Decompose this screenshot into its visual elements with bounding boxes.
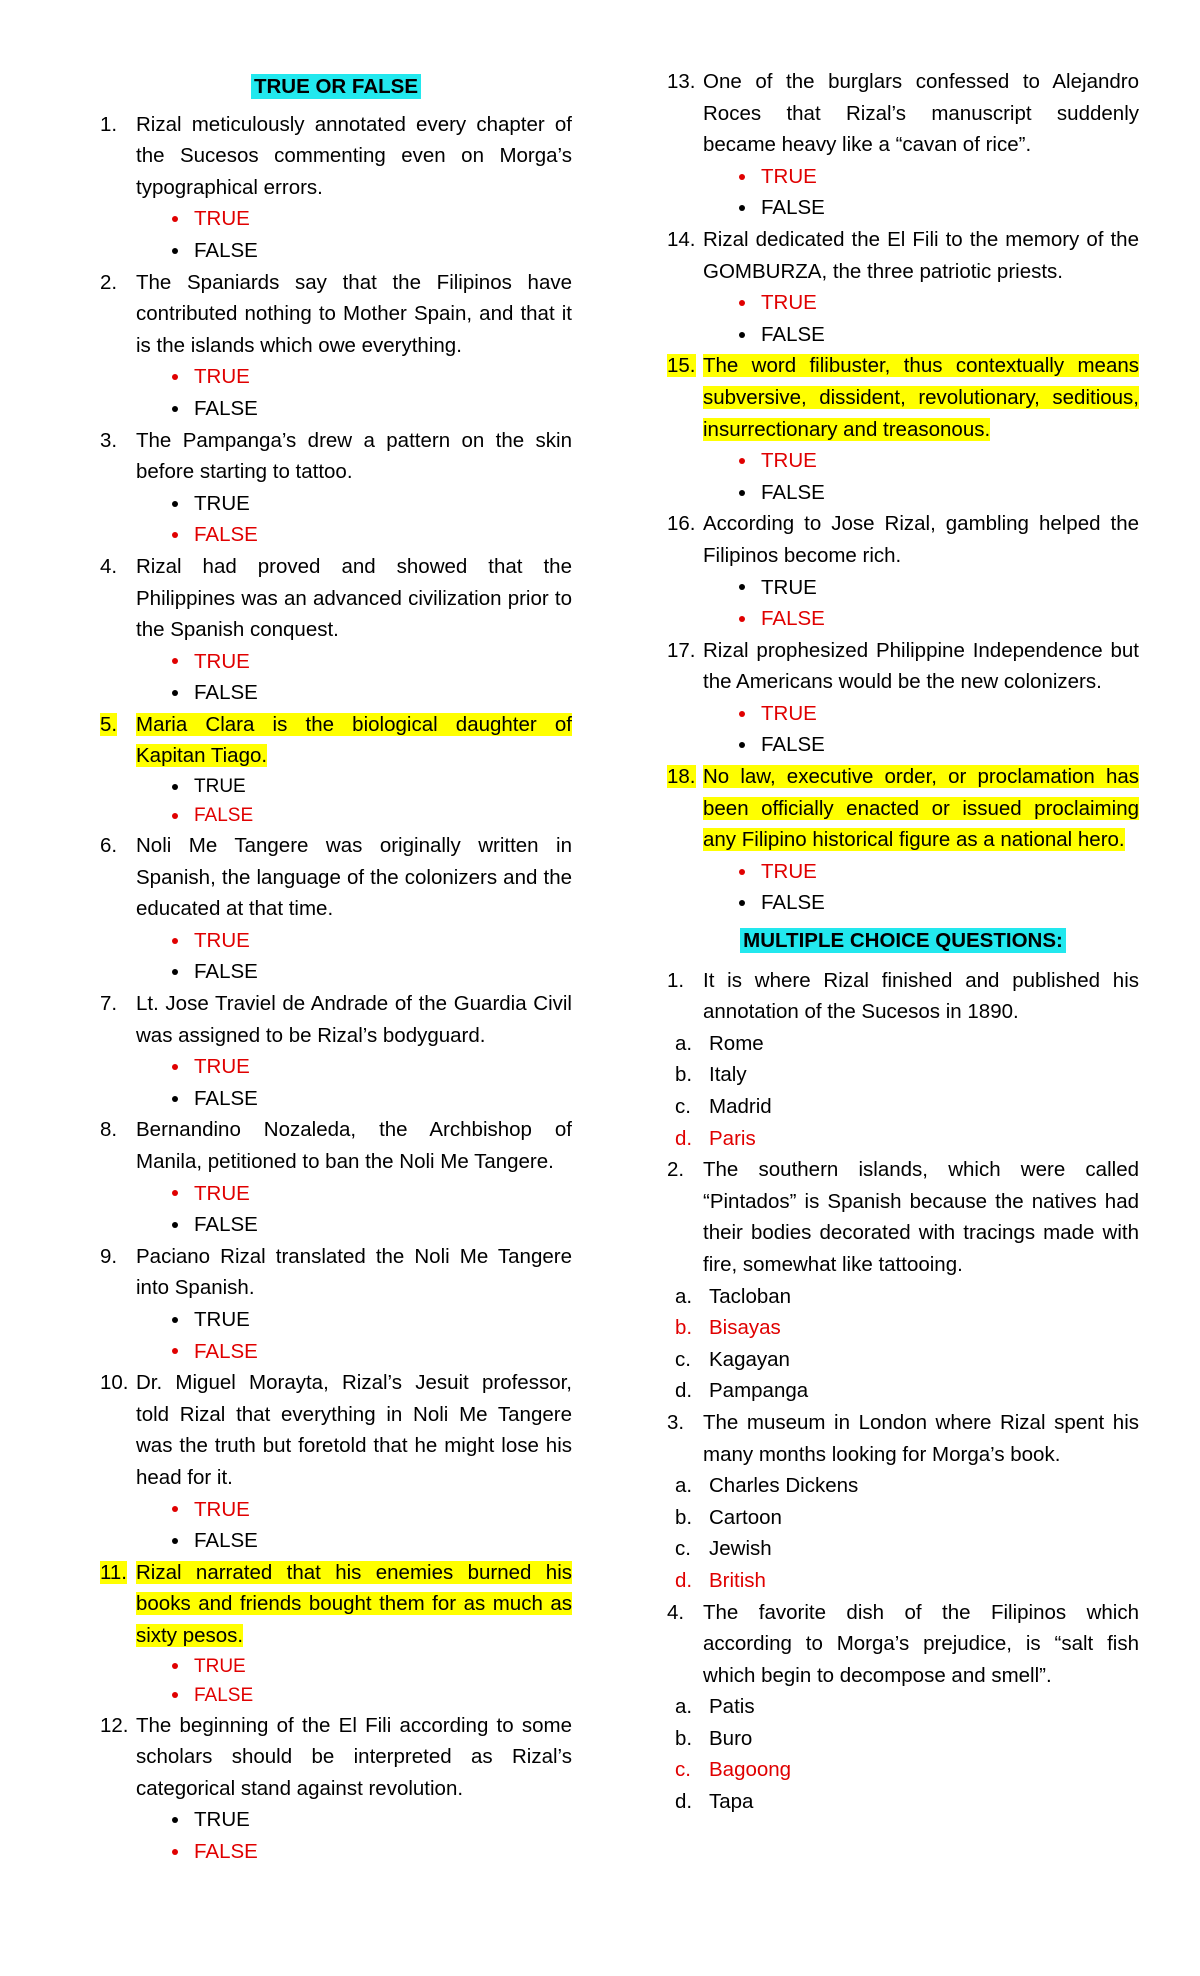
choice-letter: c. — [675, 1347, 691, 1371]
bullet-icon — [172, 658, 178, 664]
question-number: 3. — [667, 1410, 685, 1434]
bullet-icon — [172, 406, 178, 412]
choice-letter: d. — [675, 1379, 693, 1403]
option-label: FALSE — [761, 733, 825, 757]
question-number-text: 4. — [100, 554, 118, 578]
choice-text: Jewish — [709, 1537, 772, 1561]
tf-question — [667, 224, 1139, 287]
tf-question — [100, 709, 572, 772]
choice-letter: b. — [675, 1316, 693, 1340]
question-number-text: 12. — [100, 1713, 129, 1737]
question-text-content: Noli Me Tangere was originally written in Spanish, the language of the colonizers and the educated at that time. — [136, 834, 572, 921]
option-false — [667, 192, 1139, 224]
answer-options — [667, 445, 1139, 508]
bullet-icon — [739, 174, 745, 180]
answer-options — [667, 856, 1139, 919]
choice-text: Buro — [709, 1726, 753, 1750]
choice-option — [667, 1344, 1139, 1376]
mcq-list — [667, 965, 1139, 1818]
choice-letter: a. — [675, 1474, 693, 1498]
question-text-content: Rizal meticulously annotated every chapter of the Sucesos commenting even on Morga’s typographical errors. — [136, 112, 572, 199]
choice-text: Charles Dickens — [709, 1474, 859, 1498]
choice-text: Paris — [709, 1126, 756, 1150]
choice-letter: c. — [675, 1095, 691, 1118]
option-false — [100, 393, 572, 425]
choice-text: Bisayas — [709, 1316, 781, 1340]
option-true — [100, 1304, 572, 1336]
bullet-icon — [739, 900, 745, 906]
choice-option — [667, 1786, 1139, 1818]
choice-option — [667, 1502, 1139, 1534]
choice-text: Tacloban — [709, 1284, 792, 1308]
question-text-content: Dr. Miguel Morayta, Rizal’s Jesuit professor, told Rizal that everything in Noli Me Tangere was the truth but foretold that he might lose his head for it. — [136, 1371, 572, 1489]
bullet-icon — [172, 1663, 178, 1669]
option-true — [100, 1051, 572, 1083]
question-number — [100, 267, 136, 362]
question-number — [100, 1114, 136, 1177]
choice-option — [667, 1533, 1139, 1565]
tf-question — [100, 109, 572, 204]
option-label: FALSE — [761, 480, 825, 504]
tf-question — [100, 1710, 572, 1805]
option-true — [100, 1178, 572, 1210]
bullet-icon — [739, 711, 745, 717]
option-true — [667, 856, 1139, 888]
question-number: 2. — [667, 1158, 685, 1182]
question-number-text: 5. — [100, 712, 118, 736]
question-text: The southern islands, which were called “Pintados” is Spanish because the natives had their bodies decorated with tracings made with fire, somewhat like tattooing. — [703, 1158, 1139, 1276]
option-label: FALSE — [194, 238, 258, 262]
answer-options — [667, 698, 1139, 761]
choice-text: Patis — [709, 1695, 755, 1719]
option-label: TRUE — [761, 291, 817, 315]
bullet-icon — [172, 1190, 178, 1196]
question-text — [136, 830, 572, 925]
question-text-content: Rizal prophesized Philippine Independence but the Americans would be the new colonizers. — [703, 638, 1139, 694]
question-text-content: Rizal had proved and showed that the Philippines was an advanced civilization prior to the Spanish conquest. — [136, 554, 572, 642]
bullet-icon — [172, 690, 178, 696]
choice-text: Madrid — [709, 1095, 772, 1118]
choice-option — [667, 1754, 1139, 1786]
bullet-icon — [172, 374, 178, 380]
answer-options — [667, 287, 1139, 350]
option-true — [667, 445, 1139, 477]
question-text-content: Lt. Jose Traviel de Andrade of the Guardia Civil was assigned to be Rizal’s bodyguard. — [136, 992, 572, 1047]
question-number-text: 2. — [100, 270, 118, 294]
question-text-content: Paciano Rizal translated the Noli Me Tangere into Spanish. — [136, 1244, 572, 1300]
left-column — [100, 66, 572, 1867]
option-false — [100, 1209, 572, 1241]
option-label: FALSE — [194, 1684, 254, 1706]
option-label: TRUE — [194, 649, 250, 673]
question-text — [136, 1114, 572, 1177]
question-text-content: Rizal narrated that his enemies burned his books and friends bought them for as much as sixty pesos. — [136, 1560, 572, 1647]
question-text — [136, 1557, 572, 1652]
question-text-content: According to Jose Rizal, gambling helped the Filipinos become rich. — [703, 512, 1139, 567]
choice-text: Cartoon — [709, 1505, 782, 1529]
question-text-content: One of the burglars confessed to Alejandro Roces that Rizal’s manuscript suddenly became heavy like a “cavan of rice”. — [703, 70, 1139, 157]
bullet-icon — [172, 1692, 178, 1698]
answer-options — [100, 1178, 572, 1241]
option-label: FALSE — [194, 681, 258, 705]
tf-question — [667, 761, 1139, 856]
question-text — [136, 1710, 572, 1805]
tf-question — [100, 988, 572, 1051]
tf-question — [667, 508, 1139, 571]
option-false — [100, 519, 572, 551]
tf-question — [667, 635, 1139, 698]
question-number — [100, 830, 136, 925]
bullet-icon — [172, 784, 178, 790]
bullet-icon — [172, 1538, 178, 1544]
question-number — [100, 1557, 136, 1652]
tf-question — [100, 830, 572, 925]
question-number-text: 1. — [100, 112, 118, 136]
bullet-icon — [172, 1348, 178, 1354]
option-true — [100, 1804, 572, 1836]
option-true — [667, 572, 1139, 604]
question-text — [703, 635, 1139, 698]
tf-question — [100, 1557, 572, 1652]
bullet-icon — [172, 969, 178, 975]
question-text-content: Bernandino Nozaleda, the Archbishop of Manila, petitioned to ban the Noli Me Tangere. — [136, 1118, 572, 1173]
option-true — [100, 1494, 572, 1526]
option-label: TRUE — [761, 449, 817, 473]
question-number-text: 18. — [667, 765, 696, 789]
option-false — [100, 1083, 572, 1115]
option-label: FALSE — [194, 1086, 258, 1110]
question-text-content: Rizal dedicated the El Fili to the memory of the GOMBURZA, the three patriotic priests. — [703, 227, 1139, 283]
choice-letter: a. — [675, 1284, 693, 1308]
option-true — [100, 203, 572, 235]
question-number — [667, 761, 703, 856]
option-true — [100, 646, 572, 678]
bullet-icon — [172, 813, 178, 819]
option-label: FALSE — [194, 1339, 258, 1363]
answer-options — [100, 1304, 572, 1367]
option-label: FALSE — [194, 1213, 258, 1237]
bullet-icon — [172, 1817, 178, 1823]
option-label: FALSE — [194, 396, 258, 420]
tf-question — [100, 1241, 572, 1304]
question-number: 4. — [667, 1600, 685, 1624]
question-number — [100, 709, 136, 772]
option-false — [100, 677, 572, 709]
option-label: FALSE — [761, 891, 825, 915]
option-label: TRUE — [194, 1055, 250, 1079]
choice-text: Pampanga — [709, 1379, 809, 1403]
mcq-question — [667, 1597, 1139, 1692]
answer-options — [100, 772, 572, 830]
option-true — [100, 925, 572, 957]
option-false — [667, 887, 1139, 919]
option-false — [100, 235, 572, 267]
answer-options — [100, 1804, 572, 1867]
mcq-question — [667, 1154, 1139, 1280]
question-text: The favorite dish of the Filipinos which according to Morga’s prejudice, is “salt fish which begin to decompose and smell”. — [703, 1600, 1139, 1687]
choice-option — [667, 1565, 1139, 1597]
bullet-icon — [172, 938, 178, 944]
bullet-icon — [739, 869, 745, 875]
option-false — [100, 801, 572, 830]
question-text-content: The Spaniards say that the Filipinos have contributed nothing to Mother Spain, and that it is the islands which owe everything. — [136, 270, 572, 357]
choice-letter: c. — [675, 1537, 691, 1561]
choice-option — [667, 1059, 1139, 1091]
choice-letter: d. — [675, 1790, 693, 1814]
choice-option — [667, 1281, 1139, 1313]
question-number-text: 16. — [667, 512, 696, 536]
choice-letter: c. — [675, 1758, 691, 1782]
choice-option — [667, 1691, 1139, 1723]
question-number — [667, 508, 703, 571]
choice-text: Tapa — [709, 1790, 754, 1814]
question-number-text: 6. — [100, 834, 118, 858]
bullet-icon — [172, 1317, 178, 1323]
option-label: TRUE — [194, 1497, 250, 1521]
question-number-text: 9. — [100, 1244, 118, 1268]
choice-option — [667, 1123, 1139, 1155]
bullet-icon — [172, 248, 178, 254]
question-text — [136, 1241, 572, 1304]
question-number-text: 14. — [667, 227, 696, 251]
choice-text: Rome — [709, 1031, 764, 1055]
answer-options — [100, 361, 572, 424]
bullet-icon — [172, 501, 178, 507]
choice-letter: b. — [675, 1505, 693, 1529]
answer-options — [100, 1494, 572, 1557]
question-number-text: 11. — [100, 1560, 127, 1584]
option-label: TRUE — [761, 701, 817, 725]
question-text — [136, 709, 572, 772]
true-or-false-heading: TRUE OR FALSE — [100, 71, 572, 103]
question-text-content: The beginning of the El Fili according to some scholars should be interpreted as Rizal’s categorical stand against revolution. — [136, 1713, 572, 1800]
choice-text: British — [709, 1568, 766, 1592]
bullet-icon — [739, 300, 745, 306]
choice-text: Kagayan — [709, 1347, 790, 1371]
choice-letter: b. — [675, 1063, 693, 1087]
tf-question — [667, 66, 1139, 161]
bullet-icon — [172, 1064, 178, 1070]
bullet-icon — [739, 584, 745, 590]
answer-options — [100, 488, 572, 551]
question-text-content: Maria Clara is the biological daughter of Kapitan Tiago. — [136, 712, 572, 768]
option-true — [100, 1652, 572, 1681]
choice-option — [667, 1091, 1139, 1123]
option-true — [100, 488, 572, 520]
choice-option — [667, 1723, 1139, 1755]
option-false — [100, 1336, 572, 1368]
option-true — [100, 772, 572, 801]
question-text-content: No law, executive order, or proclamation has been officially enacted or issued proclaiming any Filipino historical figure as a national hero. — [703, 765, 1139, 852]
choice-text: Italy — [709, 1063, 747, 1087]
question-text — [703, 508, 1139, 571]
question-number — [100, 988, 136, 1051]
tf-question — [100, 425, 572, 488]
bullet-icon — [739, 490, 745, 496]
question-number-text: 13. — [667, 70, 696, 93]
question-text — [703, 761, 1139, 856]
question-number — [100, 1710, 136, 1805]
question-number — [100, 551, 136, 646]
option-label: FALSE — [194, 1529, 258, 1553]
option-label: TRUE — [194, 776, 246, 798]
answer-options — [100, 203, 572, 266]
answer-options — [667, 161, 1139, 224]
choice-letter: d. — [675, 1126, 693, 1150]
question-text-content: The Pampanga’s drew a pattern on the skin before starting to tattoo. — [136, 428, 572, 484]
bullet-icon — [172, 1849, 178, 1855]
right-column — [667, 66, 1139, 1818]
bullet-icon — [739, 616, 745, 622]
tf-question — [100, 1114, 572, 1177]
bullet-icon — [172, 1506, 178, 1512]
option-false — [667, 603, 1139, 635]
tf-question — [100, 1367, 572, 1493]
bullet-icon — [739, 332, 745, 338]
option-label: FALSE — [194, 523, 258, 547]
option-label: FALSE — [194, 1839, 258, 1863]
question-number-text: 10. — [100, 1371, 129, 1395]
question-number-text: 3. — [100, 428, 118, 452]
question-number — [100, 425, 136, 488]
question-text: It is where Rizal finished and published his annotation of the Sucesos in 1890. — [703, 968, 1139, 1024]
option-label: TRUE — [761, 859, 817, 883]
question-text: The museum in London where Rizal spent his many months looking for Morga’s book. — [703, 1410, 1139, 1466]
option-label: TRUE — [194, 207, 250, 231]
tf-question — [100, 267, 572, 362]
answer-options — [100, 1051, 572, 1114]
choice-option — [667, 1312, 1139, 1344]
option-label: TRUE — [194, 1808, 250, 1832]
choice-option — [667, 1470, 1139, 1502]
choice-letter: a. — [675, 1031, 693, 1055]
question-text — [136, 1367, 572, 1493]
question-text — [136, 267, 572, 362]
option-label: FALSE — [761, 196, 825, 220]
question-number — [667, 635, 703, 698]
option-label: FALSE — [761, 607, 825, 631]
question-text — [136, 551, 572, 646]
choice-letter: a. — [675, 1695, 693, 1719]
choice-letter: b. — [675, 1726, 693, 1750]
option-false — [100, 1836, 572, 1868]
option-label: TRUE — [194, 1181, 250, 1205]
question-text — [703, 350, 1139, 445]
option-false — [667, 319, 1139, 351]
question-number — [667, 350, 703, 445]
question-text — [136, 988, 572, 1051]
question-number: 1. — [667, 968, 685, 992]
mcq-question — [667, 965, 1139, 1028]
tf-question — [100, 551, 572, 646]
question-number — [100, 1241, 136, 1304]
option-false — [667, 729, 1139, 761]
choice-option — [667, 1375, 1139, 1407]
option-label: TRUE — [761, 164, 817, 188]
option-false — [100, 956, 572, 988]
bullet-icon — [739, 205, 745, 211]
choice-option — [667, 1028, 1139, 1060]
bullet-icon — [739, 458, 745, 464]
choice-text: Bagoong — [709, 1758, 792, 1782]
option-label: TRUE — [194, 928, 250, 952]
option-label: TRUE — [194, 491, 250, 515]
question-text — [703, 224, 1139, 287]
option-false — [667, 477, 1139, 509]
bullet-icon — [739, 742, 745, 748]
option-label: TRUE — [194, 1307, 250, 1331]
tf-list-right — [667, 66, 1139, 919]
answer-options — [100, 925, 572, 988]
question-number — [100, 1367, 136, 1493]
option-true — [667, 161, 1139, 193]
tf-list-left — [100, 109, 572, 1868]
option-label: FALSE — [761, 322, 825, 346]
choice-letter: d. — [675, 1568, 693, 1592]
question-number — [100, 109, 136, 204]
option-label: FALSE — [194, 960, 258, 984]
option-label: FALSE — [194, 805, 254, 827]
option-true — [667, 698, 1139, 730]
question-text-content: The word filibuster, thus contextually means subversive, dissident, revolutionary, seditious, insurrectionary and treasonous. — [703, 354, 1139, 441]
question-text — [136, 425, 572, 488]
question-number — [667, 224, 703, 287]
multiple-choice-heading: MULTIPLE CHOICE QUESTIONS: — [667, 925, 1139, 957]
option-label: TRUE — [194, 365, 250, 389]
option-true — [100, 361, 572, 393]
bullet-icon — [172, 1096, 178, 1102]
question-number-text: 7. — [100, 992, 118, 1016]
answer-options — [100, 1652, 572, 1710]
mcq-question — [667, 1407, 1139, 1470]
question-text — [136, 109, 572, 204]
bullet-icon — [172, 1222, 178, 1228]
bullet-icon — [172, 532, 178, 538]
option-false — [100, 1681, 572, 1710]
question-number — [667, 66, 703, 161]
option-true — [667, 287, 1139, 319]
tf-question — [667, 350, 1139, 445]
question-number-text: 15. — [667, 354, 696, 378]
question-number-text: 8. — [100, 1118, 118, 1142]
answer-options — [667, 572, 1139, 635]
answer-options — [100, 646, 572, 709]
option-false — [100, 1525, 572, 1557]
question-number-text: 17. — [667, 638, 696, 662]
question-text — [703, 66, 1139, 161]
bullet-icon — [172, 216, 178, 222]
option-label: TRUE — [194, 1655, 246, 1677]
option-label: TRUE — [761, 575, 817, 599]
